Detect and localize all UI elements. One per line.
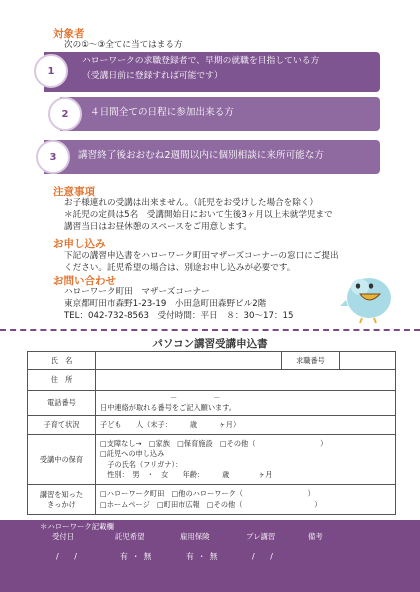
address-label: 住 所 xyxy=(28,370,96,391)
eligibility-subtitle: 次の①～③全てに当てはまる方 xyxy=(64,40,183,50)
condition-number: 2 xyxy=(48,97,82,131)
form-row-phone xyxy=(28,391,396,416)
form-row-name xyxy=(28,352,396,370)
condition-number: 3 xyxy=(36,140,70,174)
source-label: 講習を知った きっかけ xyxy=(28,485,96,515)
office-value-pre-course: / / xyxy=(252,552,273,561)
contact-tel: TEL：042-732-8563 受付時間：平日 ８：30～17：15 xyxy=(64,311,294,321)
application-form xyxy=(27,351,396,515)
office-use-section xyxy=(0,520,420,592)
condition-number: 1 xyxy=(34,54,68,88)
condition-note: （受講日前に登録すれば可能です） xyxy=(82,71,223,81)
form-row-childcare xyxy=(28,435,396,485)
childcare-child-details[interactable]: 性別： 男 ・ 女 年齢： 歳 ヶ月 xyxy=(100,470,273,479)
office-col-insurance: 雇用保険 xyxy=(180,532,210,541)
childcare-label: 受講中の保育 xyxy=(28,435,96,485)
office-col-pre-course: プレ講習 xyxy=(246,532,276,541)
contact-title: お問い合わせ xyxy=(53,275,116,287)
office-value-received-date: / / xyxy=(56,552,77,561)
cut-line xyxy=(0,329,420,331)
source-option[interactable]: □ハローワーク町田 □他のハローワーク（ ） xyxy=(100,489,315,498)
office-col-childcare: 託児希望 xyxy=(115,532,145,541)
phone-label: 電話番号 xyxy=(28,391,96,416)
childcare-option[interactable]: □託児への申し込み xyxy=(100,449,165,458)
childcare-child-name[interactable]: 子の氏名（フリガナ）： xyxy=(100,459,183,469)
notes-title: 注意事項 xyxy=(53,186,95,198)
office-value-insurance: 有・無 xyxy=(186,552,222,561)
office-col-received-date: 受付日 xyxy=(52,532,75,541)
bird-mascot-illustration xyxy=(338,262,400,324)
phone-note: 日中連絡が取れる番号をご記入願います。 xyxy=(100,403,236,412)
children-label: 子育て状況 xyxy=(28,416,96,435)
children-field[interactable]: 子ども 人（末子： 歳 ヶ月） xyxy=(96,416,396,435)
apply-line: 下記の講習申込書をハローワーク町田マザーズコーナーの窓口にご提出 xyxy=(64,251,339,261)
form-row-source xyxy=(28,485,396,515)
apply-title: お申し込み xyxy=(53,238,106,250)
condition-text: ハローワークの求職登録者で、早期の就職を目指している方 xyxy=(82,56,320,66)
childcare-option[interactable]: □支障なし→ □家族 □保育施設 □その他（ ） xyxy=(100,438,328,448)
job-number-field[interactable] xyxy=(340,352,396,370)
source-option[interactable]: □ホームページ □町田市広報 □その他（ ） xyxy=(100,499,322,509)
notes-line: ＊託児の定員は5名 受講開始日において生後3ヶ月以上未就学児まで xyxy=(64,210,333,220)
office-use-label: ＊ハローワーク記載欄 xyxy=(40,522,114,531)
condition-text: ４日間全ての日程に参加出来る方 xyxy=(90,107,234,118)
office-value-childcare: 有・無 xyxy=(120,552,156,561)
office-col-remarks: 備考 xyxy=(308,532,323,541)
name-field[interactable] xyxy=(96,352,282,370)
contact-address: 東京都町田市森野1-23-19 小田急町田森野ビル2階 xyxy=(64,299,267,309)
apply-line: ください。託児希望の場合は、別途お申し込みが必要です。 xyxy=(64,263,296,273)
phone-dash: － － xyxy=(170,393,221,402)
form-title: パソコン講習受講申込書 xyxy=(152,338,268,350)
contact-org: ハローワーク町田 マザーズコーナー xyxy=(64,287,210,297)
name-label: 氏 名 xyxy=(28,352,96,370)
condition-text: 講習終了後おおむね2週間以内に個別相談に来所可能な方 xyxy=(78,150,324,161)
eligibility-title: 対象者 xyxy=(53,28,85,40)
phone-field[interactable] xyxy=(96,391,396,416)
job-number-label: 求職番号 xyxy=(282,352,340,370)
notes-line: 講習当日はお昼休憩のスペースをご用意します。 xyxy=(64,222,252,232)
form-row-address xyxy=(28,370,396,391)
childcare-field[interactable] xyxy=(96,435,396,485)
address-field[interactable] xyxy=(96,370,396,391)
notes-line: お子様連れの受講は出来ません。（託児をお受けした場合を除く） xyxy=(64,198,319,208)
source-field[interactable] xyxy=(96,485,396,515)
form-row-children xyxy=(28,416,396,435)
